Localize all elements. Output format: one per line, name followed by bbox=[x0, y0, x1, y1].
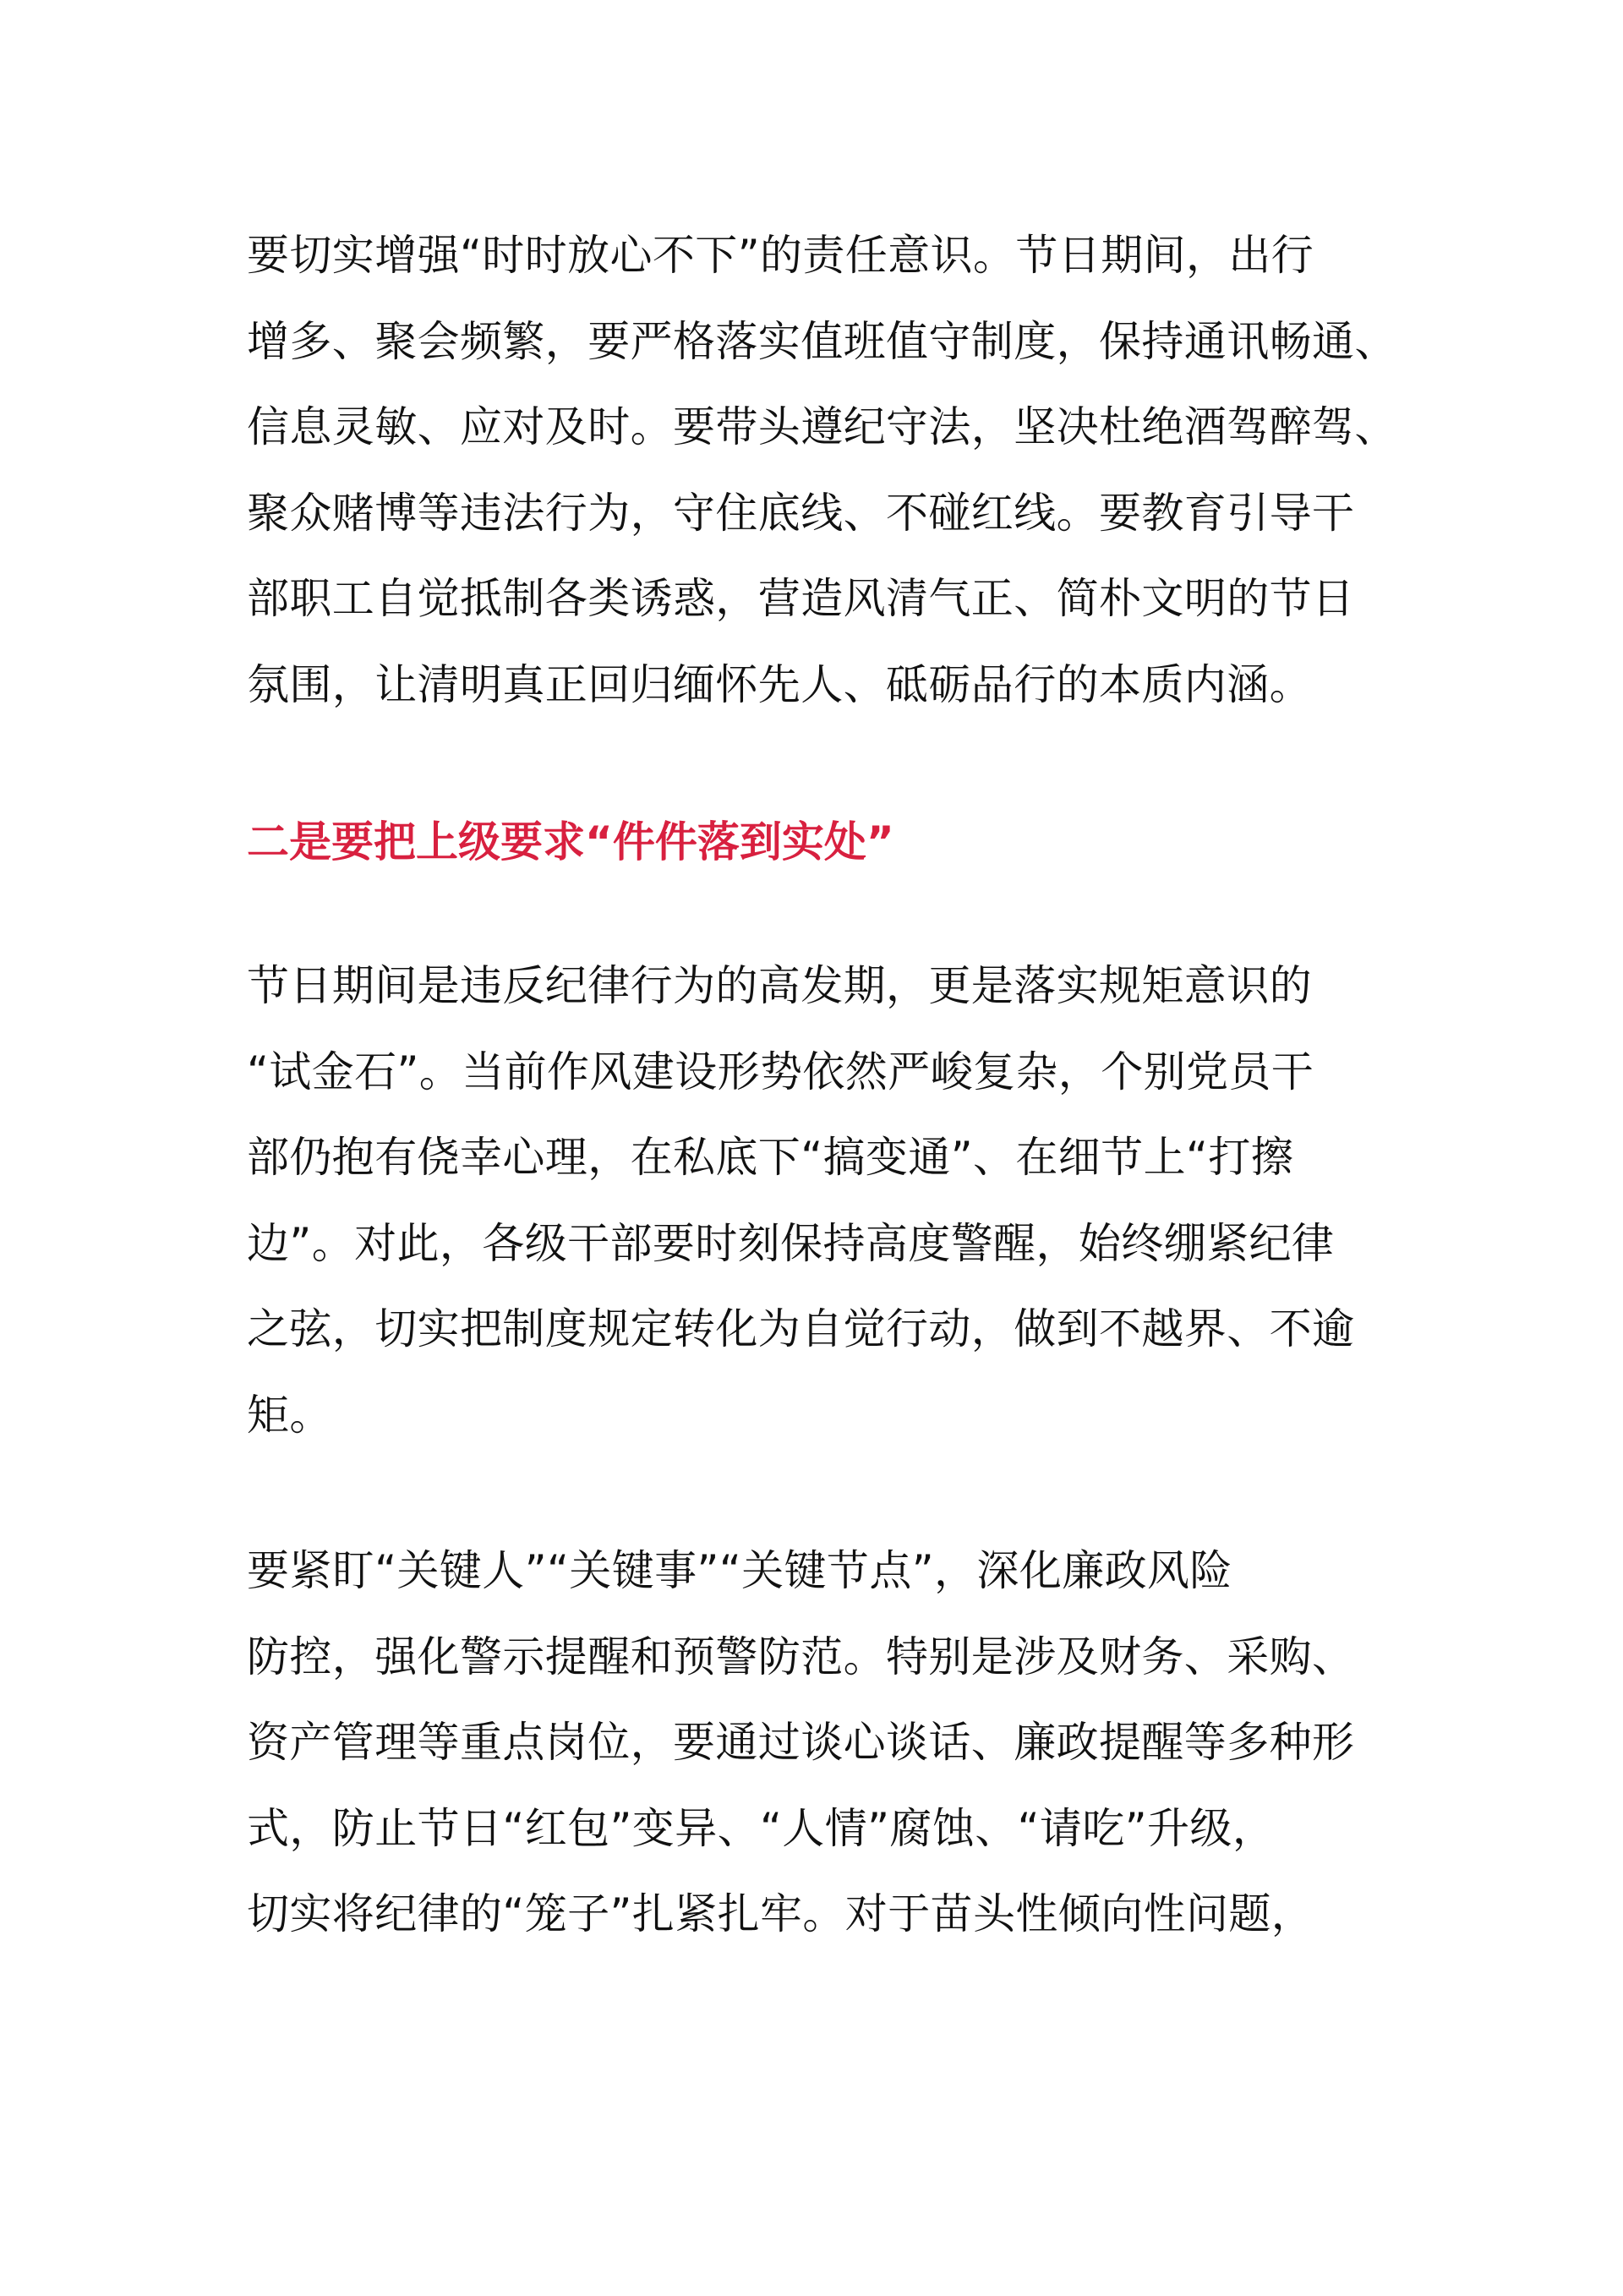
paragraph-line: 部仍抱有侥幸心理，在私底下“搞变通”、在细节上“打擦 bbox=[247, 1133, 1294, 1182]
paragraph-line: 防控，强化警示提醒和预警防范。特别是涉及财务、采购、 bbox=[247, 1632, 1355, 1681]
paragraph-line: 要紧盯“关键人”“关键事”“关键节点”，深化廉政风险 bbox=[247, 1546, 1232, 1595]
paragraph-line: 信息灵敏、应对及时。要带头遵纪守法，坚决杜绝酒驾醉驾、 bbox=[247, 402, 1397, 451]
paragraph-line: 节日期间是违反纪律行为的高发期，更是落实规矩意识的 bbox=[247, 961, 1312, 1010]
section-heading: 二是要把上级要求“件件落到实处” bbox=[247, 817, 894, 866]
paragraph-line: 部职工自觉抵制各类诱惑，营造风清气正、简朴文明的节日 bbox=[247, 574, 1355, 623]
paragraph-key-points bbox=[247, 1528, 1396, 1958]
paragraph-line: “试金石”。当前作风建设形势依然严峻复杂，个别党员干 bbox=[247, 1047, 1314, 1096]
paragraph-line: 边”。对此，各级干部要时刻保持高度警醒，始终绷紧纪律 bbox=[247, 1218, 1335, 1268]
paragraph-line: 之弦，切实把制度规定转化为自觉行动，做到不越界、不逾 bbox=[247, 1304, 1355, 1353]
paragraph-line: 氛围，让清明真正回归缅怀先人、砥砺品行的本质内涵。 bbox=[247, 659, 1312, 709]
paragraph-line: 资产管理等重点岗位，要通过谈心谈话、廉政提醒等多种形 bbox=[247, 1718, 1355, 1767]
paragraph-line: 切实将纪律的“笼子”扎紧扎牢。对于苗头性倾向性问题， bbox=[247, 1889, 1314, 1938]
paragraph-responsibility bbox=[247, 213, 1396, 728]
paragraph-line: 式，防止节日“红包”变异、“人情”腐蚀、“请吃”升级， bbox=[247, 1803, 1276, 1853]
paragraph-line: 矩。 bbox=[247, 1390, 332, 1440]
paragraph-line: 聚众赌博等违法行为，守住底线、不碰红线。要教育引导干 bbox=[247, 488, 1355, 538]
paragraph-line: 要切实增强“时时放心不下”的责任意识。节日期间，出行 bbox=[247, 231, 1314, 280]
paragraph-line: 增多、聚会频繁，要严格落实值班值守制度，保持通讯畅通、 bbox=[247, 316, 1397, 366]
paragraph-discipline bbox=[247, 943, 1396, 1458]
